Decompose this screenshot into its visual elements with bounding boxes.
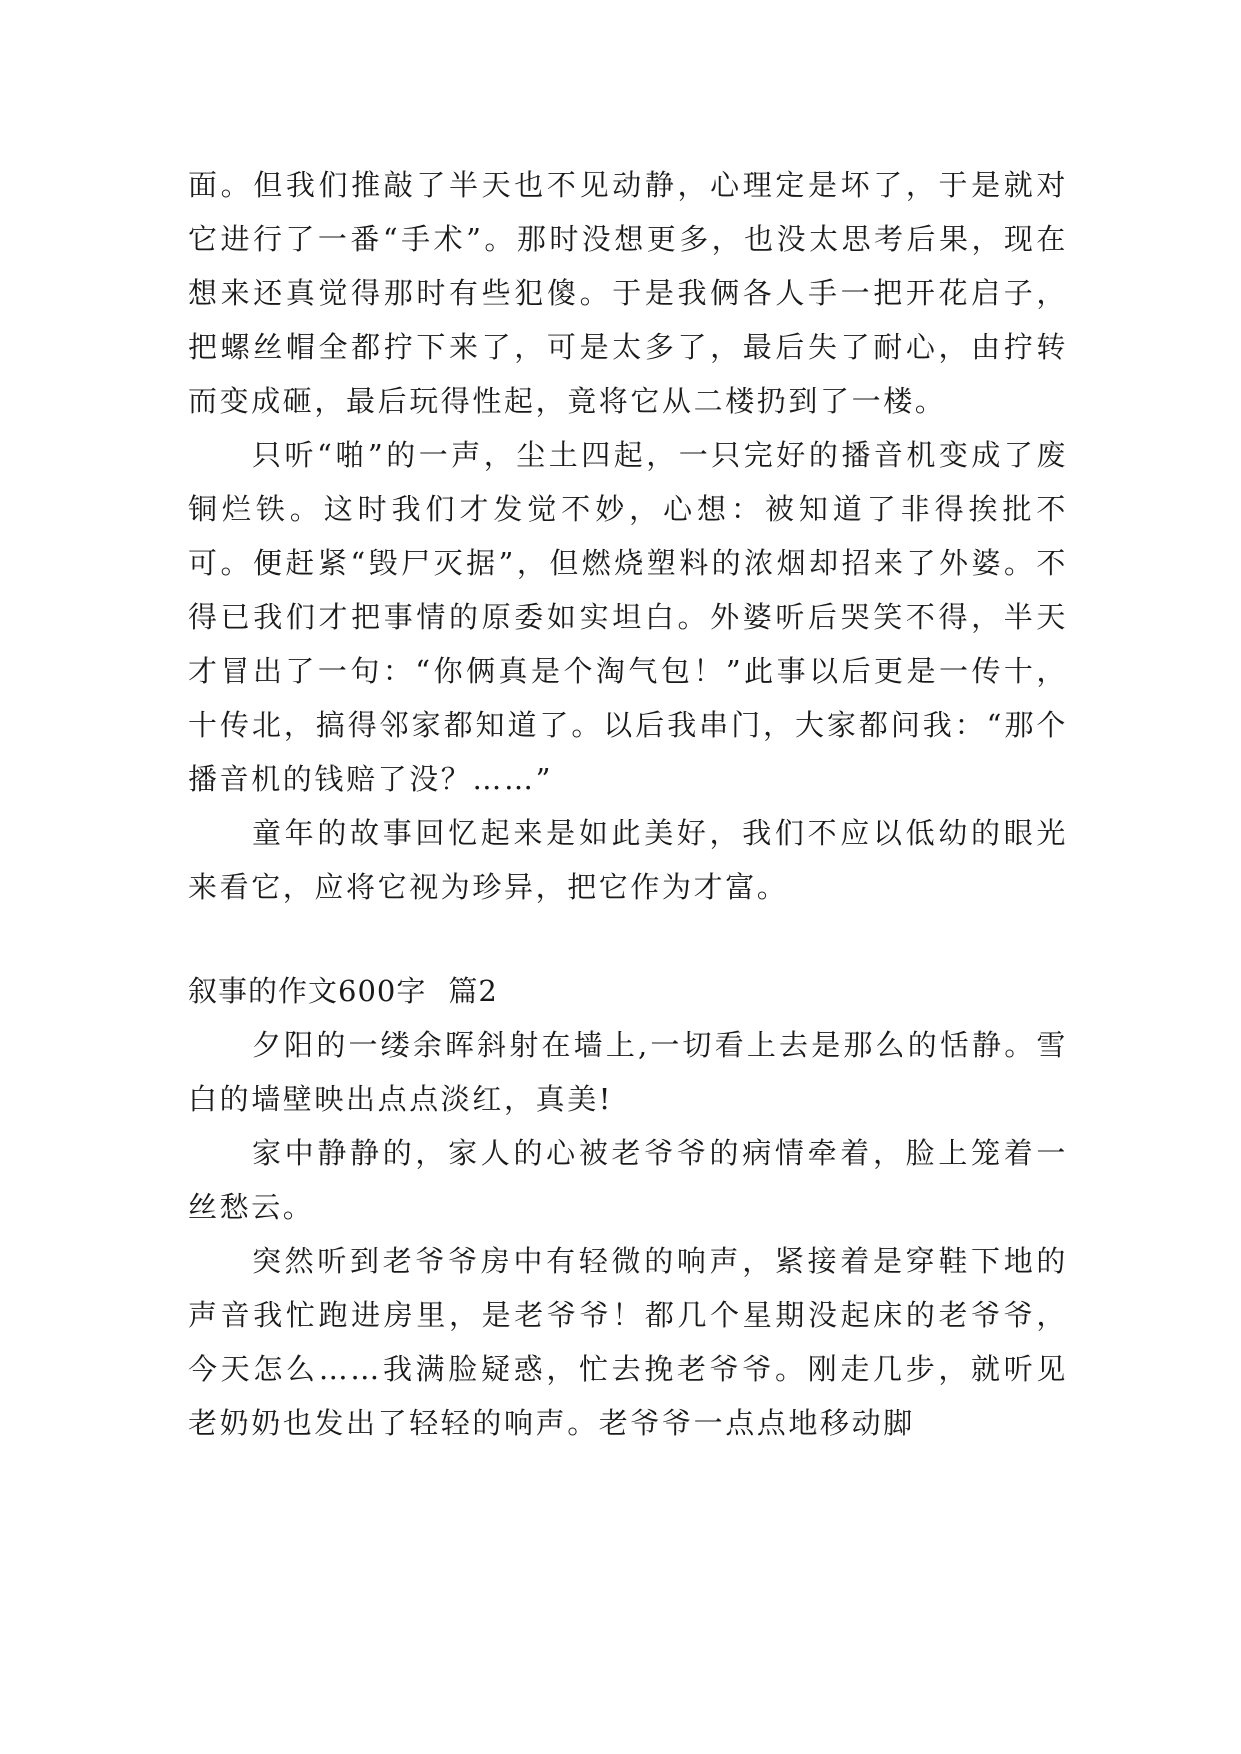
section-heading	[188, 964, 1068, 1018]
paragraph-childhood-conclusion: 童年的故事回忆起来是如此美好，我们不应以低幼的眼光来看它，应将它视为珍异，把它作为才富。	[188, 816, 1068, 904]
section-title: 叙事的作文600字	[188, 974, 427, 1008]
document-body	[188, 158, 1068, 1450]
paragraph-family-worry: 家中静静的，家人的心被老爷爷的病情牵着，脸上笼着一丝愁云。	[188, 1136, 1068, 1224]
paragraph-radio-smashed: 只听“啪”的一声，尘土四起，一只完好的播音机变成了废铜烂铁。这时我们才发觉不妙，心想：被知道了非得挨批不可。便赶紧“毁尸灭据”，但燃烧塑料的浓烟却招来了外婆。不得已我们才把事情的原委如实坦白。外婆听后哭笑不得，半天才冒出了一句：“你俩真是个淘气包！”此事以后更是一传十，十传北，搞得邻家都知道了。以后我串门，大家都问我：“那个播音机的钱赔了没？……”	[188, 438, 1068, 796]
paragraph-grandpa-rises: 突然听到老爷爷房中有轻微的响声，紧接着是穿鞋下地的声音我忙跑进房里，是老爷爷！都几个星期没起床的老爷爷，今天怎么……我满脸疑惑，忙去挽老爷爷。刚走几步，就听见老奶奶也发出了轻轻的响声。老爷爷一点点地移动脚	[188, 1244, 1068, 1440]
paragraph-sunset: 夕阳的一缕余晖斜射在墙上,一切看上去是那么的恬静。雪白的墙壁映出点点淡红，真美!	[188, 1028, 1068, 1116]
paragraph-continuation: 面。但我们推敲了半天也不见动静，心理定是坏了，于是就对它进行了一番“手术”。那时没想更多，也没太思考后果，现在想来还真觉得那时有些犯傻。于是我俩各人手一把开花启子，把螺丝帽全都拧下来了，可是太多了，最后失了耐心，由拧转而变成砸，最后玩得性起，竟将它从二楼扔到了一楼。	[188, 168, 1068, 418]
section-part-label: 篇2	[448, 974, 498, 1008]
